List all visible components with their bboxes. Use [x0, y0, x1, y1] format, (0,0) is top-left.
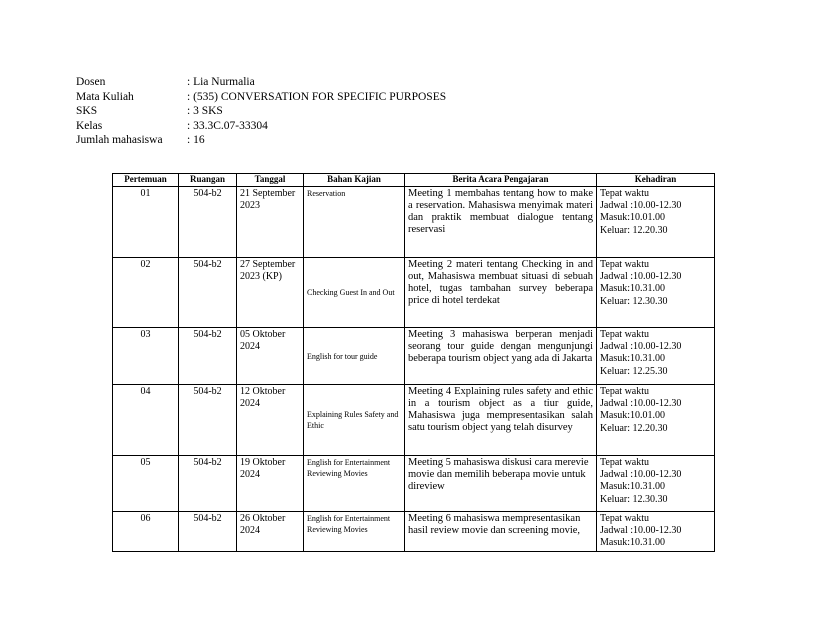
cell-berita-acara: Meeting 4 Explaining rules safety and ethic in a tourism object as a tiur guide, Mahasiswa juga mempresentasikan salah satu tourism object yang telah disurvey: [405, 385, 597, 456]
column-header: Ruangan: [179, 174, 237, 187]
table-row: [113, 456, 715, 512]
info-value: : 33.3C.07-33304: [187, 119, 268, 132]
cell-berita-acara: Meeting 1 membahas tentang how to make a reservation. Mahasiswa menyimak materi dan praktik membuat dialogue tentang reservasi: [405, 187, 597, 258]
kehadiran-keluar: Keluar: 12.30.30: [600, 295, 668, 307]
kehadiran-masuk: Masuk:10.31.00: [600, 481, 665, 493]
cell-pertemuan: 05: [113, 456, 179, 512]
cell-tanggal: 27 September 2023 (KP): [237, 258, 304, 328]
kehadiran-jadwal: Jadwal :10.00-12.30: [600, 341, 682, 353]
kehadiran-masuk: Masuk:10.31.00: [600, 283, 665, 295]
info-value: : 3 SKS: [187, 105, 223, 118]
cell-bahan-kajian: Explaining Rules Safety and Ethic: [304, 385, 405, 456]
kehadiran-status: Tepat waktu: [600, 259, 650, 270]
cell-kehadiran: [597, 456, 715, 512]
cell-pertemuan: 04: [113, 385, 179, 456]
cell-pertemuan: 06: [113, 512, 179, 552]
kehadiran-status: Tepat waktu: [600, 188, 650, 199]
table-row: [113, 328, 715, 385]
kehadiran-keluar: Keluar: 12.25.30: [600, 365, 668, 377]
column-header: Bahan Kajian: [304, 174, 405, 187]
kehadiran-masuk: Masuk:10.01.00: [600, 212, 665, 224]
cell-berita-acara: Meeting 6 mahasiswa mempresentasikan hasil review movie dan screening movie,: [405, 512, 597, 552]
cell-ruangan: 504-b2: [179, 385, 237, 456]
cell-pertemuan: 03: [113, 328, 179, 385]
cell-ruangan: 504-b2: [179, 512, 237, 552]
info-row-dosen: [76, 75, 446, 90]
cell-ruangan: 504-b2: [179, 328, 237, 385]
cell-kehadiran: [597, 385, 715, 456]
info-value: : (535) CONVERSATION FOR SPECIFIC PURPOSES: [187, 90, 447, 103]
cell-tanggal: 19 Oktober 2024: [237, 456, 304, 512]
kehadiran-jadwal: Jadwal :10.00-12.30: [600, 525, 682, 537]
cell-ruangan: 504-b2: [179, 456, 237, 512]
cell-pertemuan: 01: [113, 187, 179, 258]
cell-kehadiran: [597, 328, 715, 385]
info-label: Mata Kuliah: [76, 90, 134, 103]
table-row: [113, 187, 715, 258]
kehadiran-masuk: Masuk:10.31.00: [600, 537, 665, 549]
column-header: Tanggal: [237, 174, 304, 187]
cell-tanggal: 12 Oktober 2024: [237, 385, 304, 456]
kehadiran-masuk: Masuk:10.01.00: [600, 410, 665, 422]
cell-tanggal: 05 Oktober 2024: [237, 328, 304, 385]
cell-bahan-kajian: Checking Guest In and Out: [304, 258, 405, 328]
kehadiran-status: Tepat waktu: [600, 457, 650, 468]
kehadiran-jadwal: Jadwal :10.00-12.30: [600, 271, 682, 283]
course-info: [76, 75, 446, 148]
cell-tanggal: 21 September 2023: [237, 187, 304, 258]
table-row: [113, 512, 715, 552]
column-header: Berita Acara Pengajaran: [405, 174, 597, 187]
info-row-sks: [76, 104, 446, 119]
cell-berita-acara: Meeting 3 mahasiswa berperan menjadi seorang tour guide dengan mengunjungi beberapa tourism object yang ada di Jakarta: [405, 328, 597, 385]
cell-kehadiran: [597, 512, 715, 552]
teaching-log-table: [112, 173, 715, 552]
cell-ruangan: 504-b2: [179, 258, 237, 328]
cell-bahan-kajian: English for tour guide: [304, 328, 405, 385]
cell-berita-acara: Meeting 5 mahasiswa diskusi cara merevie movie dan memilih beberapa movie untuk direview: [405, 456, 597, 512]
table-row: [113, 258, 715, 328]
cell-berita-acara: Meeting 2 materi tentang Checking in and out, Mahasiswa membuat situasi di sebuah hotel, tugas tambahan survey beberapa price di hotel terdekat: [405, 258, 597, 328]
kehadiran-keluar: Keluar: 12.20.30: [600, 224, 668, 236]
info-row-jumlah-mahasiswa: [76, 133, 446, 148]
cell-kehadiran: [597, 258, 715, 328]
kehadiran-jadwal: Jadwal :10.00-12.30: [600, 398, 682, 410]
cell-bahan-kajian: English for Entertainment Reviewing Movies: [304, 456, 405, 512]
cell-ruangan: 504-b2: [179, 187, 237, 258]
cell-kehadiran: [597, 187, 715, 258]
kehadiran-jadwal: Jadwal :10.00-12.30: [600, 469, 682, 481]
info-label: SKS: [76, 105, 98, 118]
table-row: [113, 385, 715, 456]
kehadiran-jadwal: Jadwal :10.00-12.30: [600, 200, 682, 212]
info-value: : 16: [187, 134, 205, 147]
kehadiran-masuk: Masuk:10.31.00: [600, 353, 665, 365]
cell-bahan-kajian: Reservation: [304, 187, 405, 258]
column-header: Kehadiran: [597, 174, 715, 187]
table-header-row: [113, 174, 715, 187]
kehadiran-status: Tepat waktu: [600, 513, 650, 524]
info-label: Jumlah mahasiswa: [76, 134, 163, 147]
kehadiran-status: Tepat waktu: [600, 386, 650, 397]
cell-pertemuan: 02: [113, 258, 179, 328]
info-row-mata-kuliah: [76, 90, 446, 105]
info-row-kelas: [76, 119, 446, 134]
cell-tanggal: 26 Oktober 2024: [237, 512, 304, 552]
info-value: : Lia Nurmalia: [187, 76, 255, 88]
info-label: Kelas: [76, 119, 103, 132]
info-label: Dosen: [76, 76, 106, 88]
kehadiran-keluar: Keluar: 12.30.30: [600, 493, 668, 505]
cell-bahan-kajian: English for Entertainment Reviewing Movies: [304, 512, 405, 552]
kehadiran-status: Tepat waktu: [600, 329, 650, 340]
column-header: Pertemuan: [113, 174, 179, 187]
kehadiran-keluar: Keluar: 12.20.30: [600, 422, 668, 434]
